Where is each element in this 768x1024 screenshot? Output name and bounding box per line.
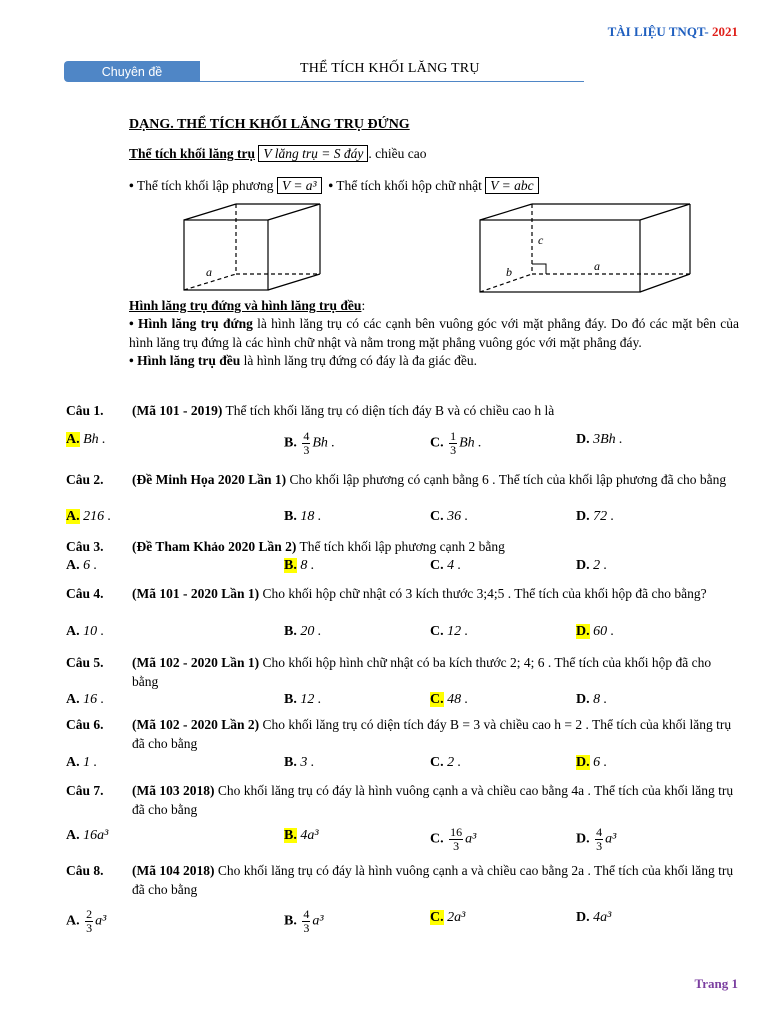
definitions: Hình lăng trụ đứng và hình lăng trụ đều: • Hình lăng trụ đứng là hình lăng trụ có các cạnh bên vuông góc với mặt phẳng đáy. Do đó các mặt bên của hình lăng trụ đứng là các hình chữ nhật và nằm trong mặt phẳng vuông góc với mặt phẳng đáy. • Hình lăng trụ đều là hình lăng trụ đứng có đáy là đa giác đều.: [129, 298, 740, 369]
question-number: Câu 3.: [66, 539, 104, 554]
question-body: Cho khối lăng trụ có diện tích đáy B = 3 và chiều cao h = 2 . Thể tích của khối lăng trụ đã cho bằng: [132, 717, 732, 751]
option-value: 48 .: [447, 692, 469, 707]
question-text: [132, 584, 740, 603]
question: [66, 584, 740, 639]
option-letter: A.: [66, 624, 80, 639]
answer-option[interactable]: [430, 826, 476, 853]
cube-label: a: [206, 265, 212, 279]
option-value: 12 .: [300, 692, 322, 707]
answer-option[interactable]: [66, 622, 104, 641]
box-figure: [476, 198, 716, 296]
option-letter: D.: [576, 558, 590, 573]
option-letter: A.: [66, 558, 80, 573]
answer-option[interactable]: [284, 430, 335, 457]
formula-after: . chiều cao: [368, 146, 427, 161]
option-letter: C.: [430, 624, 444, 639]
answer-option[interactable]: [430, 507, 468, 526]
question-source: (Mã 103 2018): [132, 783, 215, 798]
option-letter: C.: [430, 558, 444, 573]
question-source: (Mã 101 - 2019): [132, 403, 223, 418]
def1-bold: Hình lăng trụ đứng: [138, 316, 253, 332]
defs-colon: :: [361, 298, 366, 313]
answer-option[interactable]: [576, 622, 614, 641]
option-value: 6 .: [593, 755, 608, 770]
header-rule: [200, 81, 584, 82]
answer-option[interactable]: [576, 507, 614, 526]
option-letter: D.: [576, 755, 590, 770]
option-letter: A.: [66, 432, 80, 447]
page-number: Trang 1: [694, 976, 738, 991]
question-text: [132, 653, 740, 691]
option-letter: B.: [284, 624, 297, 639]
box-text: Thể tích khối hộp chữ nhật: [336, 178, 482, 193]
brand-year: 2021: [712, 24, 738, 39]
option-letter: C.: [430, 435, 444, 451]
option-value: 10 .: [83, 624, 105, 639]
answer-option[interactable]: [576, 908, 611, 927]
def2-text: là hình lăng trụ đứng có đáy là đa giác đều.: [240, 353, 478, 369]
option-letter: C.: [430, 910, 444, 925]
option-fraction: $\frac{1}{3}$: [450, 429, 457, 457]
option-letter: A.: [66, 913, 80, 929]
option-value: 20 .: [300, 624, 322, 639]
option-value: 4a³: [593, 910, 612, 925]
question: [66, 537, 740, 573]
option-fraction: $\frac{2}{3}$: [86, 907, 93, 935]
answer-option[interactable]: [430, 908, 465, 927]
question-body: Thể tích khối lập phương cạnh 2 bằng: [296, 539, 505, 554]
option-value: 2 .: [593, 558, 608, 573]
box-label-a: a: [594, 259, 600, 273]
option-letter: A.: [66, 755, 80, 770]
answer-option[interactable]: [284, 908, 324, 935]
option-value: 8 .: [300, 558, 315, 573]
option-value: 12 .: [447, 624, 469, 639]
question-source: (Đề Minh Họa 2020 Lần 1): [132, 472, 287, 487]
question: [66, 653, 740, 707]
question: [66, 470, 740, 524]
option-letter: A.: [66, 828, 80, 843]
question-source: (Mã 102 - 2020 Lần 2): [132, 717, 260, 732]
option-fraction: $\frac{4}{3}$: [303, 429, 310, 457]
answer-option[interactable]: [66, 908, 106, 935]
question-body: Cho khối hộp chữ nhật có 3 kích thước 3;4;5 . Thể tích của khối hộp đã cho bằng?: [259, 586, 707, 601]
option-value: a³: [312, 913, 324, 929]
question-number: Câu 4.: [66, 586, 104, 601]
box-formula: V = abc: [485, 177, 538, 194]
question-body: Cho khối hộp hình chữ nhật có ba kích thước 2; 4; 6 . Thể tích của khối hộp đã cho bằng: [132, 655, 712, 689]
option-value: 3Bh .: [593, 432, 623, 447]
answer-option[interactable]: [284, 622, 321, 641]
def2-bold: Hình lăng trụ đều: [137, 353, 241, 369]
option-value: 18 .: [300, 509, 322, 524]
answer-option[interactable]: [284, 753, 314, 772]
option-letter: A.: [66, 692, 80, 707]
formula-label: Thể tích khối lăng trụ: [129, 146, 256, 161]
answer-option[interactable]: [430, 430, 482, 457]
question-text: [132, 715, 740, 753]
option-letter: D.: [576, 624, 590, 639]
option-value: 4a³: [300, 828, 319, 843]
option-value: 16a³: [83, 828, 109, 843]
option-letter: B.: [284, 755, 297, 770]
option-value: 216 .: [83, 509, 112, 524]
question-number: Câu 2.: [66, 472, 104, 487]
option-letter: B.: [284, 509, 297, 524]
question-body: Cho khối lăng trụ có đáy là hình vuông cạnh a và chiều cao bằng 2a . Thể tích của khối lăng trụ đã cho bằng: [132, 863, 734, 897]
def1-text: là hình lăng trụ có các cạnh bên vuông góc với mặt phẳng đáy. Do đó các mặt bên của hình lăng trụ đứng là các hình chữ nhật và nằm trong mặt phẳng vuông góc với mặt phẳng đáy.: [129, 316, 740, 350]
answer-option[interactable]: [576, 826, 616, 853]
answer-option[interactable]: [430, 556, 461, 575]
chapter-title: THỂ TÍCH KHỐI LĂNG TRỤ: [300, 61, 480, 76]
option-letter: B.: [284, 913, 297, 929]
option-value: a³: [95, 913, 107, 929]
option-value: 2 .: [447, 755, 462, 770]
question: [66, 715, 740, 770]
option-value: Bh .: [312, 435, 335, 451]
question-number: Câu 7.: [66, 783, 104, 798]
question-text: [132, 537, 740, 556]
option-letter: D.: [576, 910, 590, 925]
brand-header: [608, 24, 738, 40]
option-letter: D.: [576, 692, 590, 707]
topic-chip: Chuyên đề: [64, 61, 200, 82]
question-source: (Đề Tham Khảo 2020 Lần 2): [132, 539, 297, 554]
question: [66, 781, 740, 853]
question-number: Câu 5.: [66, 655, 104, 670]
question-body: Cho khối lăng trụ có đáy là hình vuông cạnh a và chiều cao bằng 4a . Thể tích của khối lăng trụ đã cho bằng: [132, 783, 734, 817]
answer-option[interactable]: [430, 690, 468, 709]
option-letter: D.: [576, 509, 590, 524]
question-number: Câu 6.: [66, 717, 104, 732]
option-value: a³: [605, 831, 617, 847]
option-letter: D.: [576, 432, 590, 447]
option-letter: B.: [284, 435, 297, 451]
answer-option[interactable]: [66, 507, 111, 526]
option-value: 4 .: [447, 558, 462, 573]
section-title: DẠNG. THỂ TÍCH KHỐI LĂNG TRỤ ĐỨNG: [129, 117, 410, 132]
answer-option[interactable]: [284, 507, 321, 526]
option-value: Bh .: [459, 435, 482, 451]
option-value: 72 .: [593, 509, 615, 524]
answer-option[interactable]: [576, 556, 607, 575]
defs-heading: Hình lăng trụ đứng và hình lăng trụ đều: [129, 298, 362, 313]
bullets-row: • Thể tích khối lập phương V = a³ • Thể tích khối hộp chữ nhật V = abc: [129, 178, 539, 194]
option-letter: C.: [430, 692, 444, 707]
question-text: [132, 470, 740, 489]
question: [66, 401, 740, 457]
option-letter: D.: [576, 831, 590, 847]
option-letter: C.: [430, 831, 444, 847]
option-value: 36 .: [447, 509, 469, 524]
option-value: 2a³: [447, 910, 466, 925]
option-fraction: $\frac{4}{3}$: [303, 907, 310, 935]
option-letter: C.: [430, 509, 444, 524]
option-letter: B.: [284, 558, 297, 573]
option-value: 16 .: [83, 692, 105, 707]
question-text: [132, 781, 740, 819]
answer-option[interactable]: [430, 622, 468, 641]
answer-option[interactable]: [576, 690, 607, 709]
option-fraction: $\frac{4}{3}$: [596, 825, 603, 853]
option-value: a³: [465, 831, 477, 847]
option-fraction: $\frac{16}{3}$: [450, 825, 463, 853]
cube-figure: [180, 198, 330, 294]
answer-option[interactable]: [430, 753, 461, 772]
answer-option[interactable]: [66, 430, 106, 449]
option-value: 1 .: [83, 755, 98, 770]
option-value: 8 .: [593, 692, 608, 707]
question-source: (Mã 104 2018): [132, 863, 215, 878]
question-body: Cho khối lập phương có cạnh bằng 6 . Thể tích của khối lập phương đã cho bằng: [286, 472, 727, 487]
answer-option[interactable]: [284, 556, 314, 575]
question-body: Thể tích khối lăng trụ có diện tích đáy B và có chiều cao h là: [222, 403, 555, 418]
prism-formula: V lăng trụ = S đáy: [258, 145, 368, 162]
cube-text: Thể tích khối lập phương: [136, 178, 274, 193]
answer-option[interactable]: [284, 826, 319, 845]
question: [66, 861, 740, 935]
option-value: Bh .: [83, 432, 106, 447]
formula-row: [129, 146, 426, 162]
option-value: 6 .: [83, 558, 98, 573]
option-letter: A.: [66, 509, 80, 524]
answer-option[interactable]: [66, 753, 97, 772]
cube-formula: V = a³: [277, 177, 322, 194]
question-source: (Mã 102 - 2020 Lần 1): [132, 655, 260, 670]
answer-option[interactable]: [66, 826, 108, 845]
option-value: 3 .: [300, 755, 315, 770]
option-letter: C.: [430, 755, 444, 770]
option-letter: B.: [284, 828, 297, 843]
brand-text: TÀI LIỆU TNQT-: [607, 24, 712, 39]
answer-option[interactable]: [66, 690, 104, 709]
box-label-b: b: [506, 265, 512, 279]
question-text: [132, 861, 740, 899]
answer-option[interactable]: [284, 690, 321, 709]
answer-option[interactable]: [66, 556, 97, 575]
box-label-c: c: [538, 233, 544, 247]
option-letter: B.: [284, 692, 297, 707]
answer-option[interactable]: [576, 430, 623, 449]
question-source: (Mã 101 - 2020 Lần 1): [132, 586, 260, 601]
question-text: [132, 401, 740, 420]
question-number: Câu 8.: [66, 863, 104, 878]
option-value: 60 .: [593, 624, 615, 639]
question-number: Câu 1.: [66, 403, 104, 418]
answer-option[interactable]: [576, 753, 607, 772]
